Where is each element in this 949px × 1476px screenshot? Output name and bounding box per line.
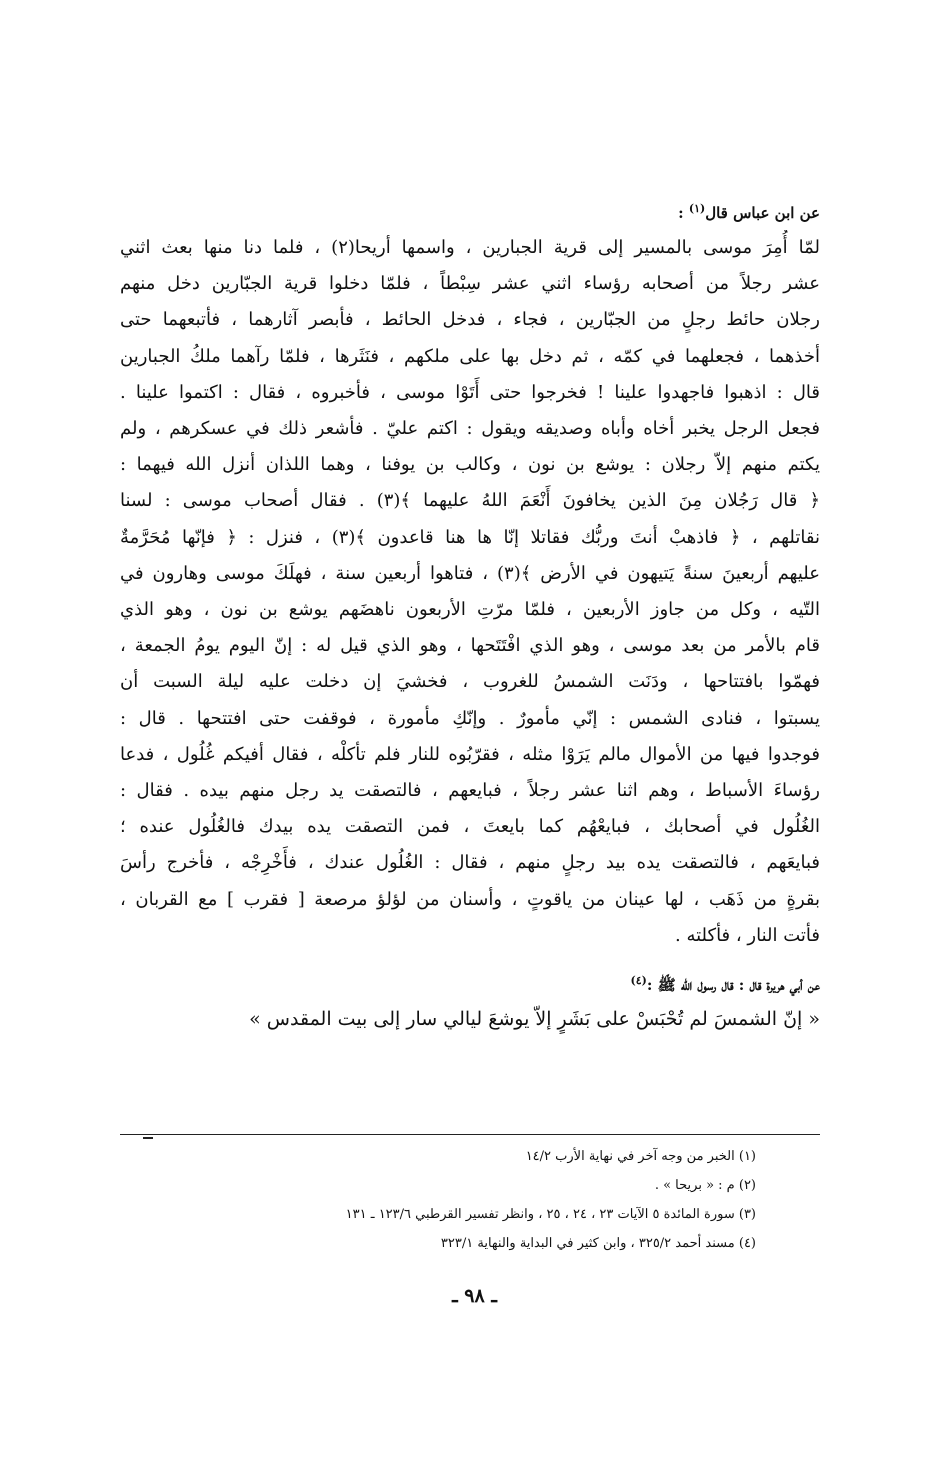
page-body <box>120 196 820 1036</box>
narrator-heading-text: عن ابن عباس قال <box>705 204 820 222</box>
hadith-heading-text: عن أبي هريرة قال : قال رسول الله ﷺ : <box>646 976 820 995</box>
main-paragraph <box>120 230 820 954</box>
text-line: عشر رجلاً من أصحابه رؤساء اثني عشر سِبْطاً ، فلمّا دخلوا قرية الجبّارين دخل منهم <box>120 273 820 295</box>
text-line: بقرةٍ من ذَهَب ، لها عينان من ياقوتٍ ، وأسنان من لؤلؤ مرصعة [ فقرب ] مع القربان ، <box>120 888 820 910</box>
footnotes <box>120 1142 756 1258</box>
text-line: التّيه ، وكل من جاوز الأربعين ، فلمّا مرّتِ الأربعون ناهضَهم يوشع بن نون ، وهو الذي <box>120 599 820 621</box>
hadith-heading <box>120 968 820 998</box>
footnote-item: (١) الخبر من وجه آخر في نهاية الأرب ١٤/٢ <box>525 1149 756 1164</box>
text-line: قام بالأمر من بعد موسى ، وهو الذي افْتَتَحها ، وهو الذي قيل له : إنّ اليوم يومُ الجمعة ، <box>120 635 820 657</box>
footnote-ref-1: (١) <box>688 202 706 215</box>
narrator-heading <box>120 196 820 226</box>
text-line: فجعل الرجل يخبر أخاه وأباه وصديقه ويقول : اكتم عليّ . فأشعر ذلك في عسكرهم ، ولم <box>120 418 820 440</box>
footnote-item: (٣) سورة المائدة ٥ الآيات ٢٣ ، ٢٤ ، ٢٥ ، وانظر تفسير القرطبي ١٢٣/٦ ـ ١٣١ <box>345 1207 756 1222</box>
text-line: رؤساءَ الأسباط ، وهم اثنا عشر رجلاً ، فبايعهم ، فالتصقت يد رجل منهم بيده . فقال : <box>120 780 820 802</box>
hadith-quote: « إنّ الشمسَ لم تُحْبَسْ على بَشَرٍ إلاّ يوشعَ ليالي سار إلى بيت المقدس » <box>249 1008 820 1031</box>
text-line: قال : اذهبوا فاجهدوا علينا ! فخرجوا حتى أَتَوْا موسى ، فأخبروه ، فقال : اكتموا علينا . <box>120 381 820 403</box>
text-line: فبايعَهم ، فالتصقت يده بيد رجلٍ منهم ، فقال : الغُلُول عندك ، فأَخْرِجْه ، فأخرج رأسَ <box>120 852 820 874</box>
text-line: ﴿ قال رَجُلان مِنَ الذين يخافونَ أَنْعَمَ اللهُ عليهما ﴾(٣) . فقال أصحاب موسى : لسنا <box>120 490 820 512</box>
margin-mark <box>143 1137 153 1139</box>
text-line: لمّا أُمِرَ موسى بالمسير إلى قرية الجبارين ، واسمها أريحا(٢) ، فلما دنا منها بعث اثني <box>120 237 820 258</box>
text-line: يسبتوا ، فنادى الشمس : إنّي مأمورٌ . وإنّكِ مأمورة ، فوقفت حتى افتتحها . قال : <box>120 707 820 729</box>
text-line: فوجدوا فيها من الأموال مالم يَرَوْا مثله ، فقرّبُوه للنار فلم تأكلْه ، فقال أفيكم غُلُول ، فدعا <box>120 743 820 765</box>
text-line: الغُلُول في أصحابك ، فبايعْهُم كما بايعتَ ، فمن التصقت يده بيدك فالغُلُول عنده ؛ <box>120 816 820 838</box>
text-line: يكتم منهم إلاّ رجلان : يوشع بن نون ، وكالب بن يوفنا ، وهما اللذان أنزل الله فيهما : <box>120 454 820 476</box>
footnote-item: (٢) م : « بريحا » . <box>654 1178 756 1193</box>
footnote-divider <box>120 1134 820 1135</box>
footnote-ref-4: (٤) <box>630 974 647 988</box>
text-line: أخذهما ، فجعلهما في كمّه ، ثم دخل بها على ملكهم ، فنَثَرها ، فلمّا رآهما ملكُ الجبارين <box>120 345 820 367</box>
text-line: فهمّوا بافتتاحها ، ودَنَت الشمسُ للغروب ، فخشيَ إن دخلت عليه ليلة السبت أن <box>120 671 820 693</box>
text-line: رجلان حائط رجلٍ من الجبّارين ، فجاء ، فدخل الحائط ، فأبصر آثارهما ، فأتبعهما حتى <box>120 309 820 331</box>
page-number: ـ ٩٨ ـ <box>452 1285 497 1307</box>
text-line: عليهم أربعينَ سنةً يَتيهون في الأرض ﴾(٣) ، فتاهوا أربعين سنة ، فهلَكَ موسى وهارون في <box>120 562 820 584</box>
narrator-heading-colon: : <box>678 204 689 222</box>
text-line: نقاتلهم ، ﴿ فاذهبْ أنتَ وربُّك فقاتلا إنّا ها هنا قاعدون ﴾(٣) ، فنزل : ﴿ فإنّها مُحَرَّمةٌ <box>120 526 820 548</box>
text-line: فأتت النار ، فأكلته . <box>675 924 820 946</box>
footnote-item: (٤) مسند أحمد ٣٢٥/٢ ، وابن كثير في البداية والنهاية ٣٢٣/١ <box>440 1236 756 1251</box>
